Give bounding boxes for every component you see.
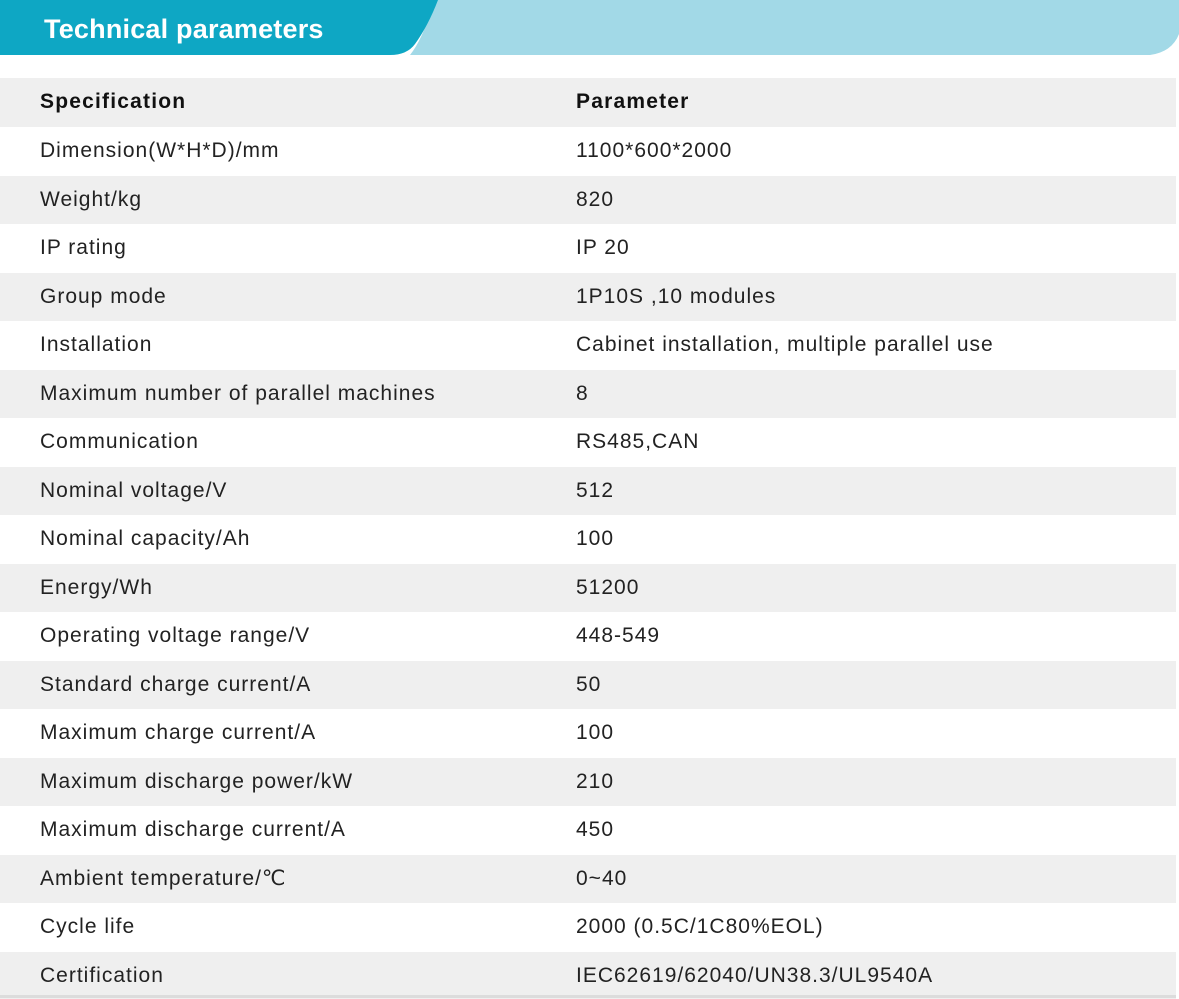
spec-name: Dimension(W*H*D)/mm <box>40 139 280 162</box>
header-parameter: Parameter <box>576 90 690 113</box>
spec-name: IP rating <box>40 236 127 259</box>
table-row <box>0 321 1176 370</box>
spec-name: Maximum discharge power/kW <box>40 769 354 793</box>
table-row <box>0 612 1176 661</box>
spec-value: IP 20 <box>576 236 630 259</box>
spec-name: Maximum number of parallel machines <box>40 381 436 405</box>
table-row <box>0 564 1176 613</box>
spec-name: Installation <box>40 333 153 356</box>
table-bottom-rule <box>0 995 1176 998</box>
section-title: Technical parameters <box>44 14 324 44</box>
spec-value: 512 <box>576 478 615 502</box>
table-row <box>0 855 1176 904</box>
spec-value: 450 <box>576 818 615 841</box>
spec-value: 8 <box>576 381 589 405</box>
spec-name: Cycle life <box>40 915 136 938</box>
spec-name: Energy/Wh <box>40 575 153 599</box>
table-row <box>0 176 1176 225</box>
spec-value: 2000 (0.5C/1C80%EOL) <box>576 915 824 938</box>
table-row <box>0 273 1176 322</box>
spec-value: IEC62619/62040/UN38.3/UL9540A <box>576 963 934 987</box>
spec-value: Cabinet installation, multiple parallel use <box>576 333 994 356</box>
table-row <box>0 903 1176 952</box>
spec-name: Maximum charge current/A <box>40 721 317 744</box>
spec-value: 448-549 <box>576 624 661 647</box>
spec-name: Operating voltage range/V <box>40 624 311 647</box>
table-header-row <box>0 78 1176 127</box>
spec-name: Group mode <box>40 284 167 308</box>
spec-value: 100 <box>576 527 615 550</box>
spec-name: Ambient temperature/℃ <box>40 866 287 890</box>
spec-table <box>0 78 1176 999</box>
table-row <box>0 515 1176 564</box>
spec-value: 1100*600*2000 <box>576 139 733 162</box>
spec-value: 50 <box>576 672 602 696</box>
spec-value: 1P10S ,10 modules <box>576 284 777 308</box>
spec-name: Certification <box>40 963 164 987</box>
header-specification: Specification <box>40 90 187 113</box>
table-row <box>0 806 1176 855</box>
table-row <box>0 418 1176 467</box>
table-row <box>0 467 1176 516</box>
table-row <box>0 370 1176 419</box>
spec-value: 210 <box>576 769 615 793</box>
spec-name: Weight/kg <box>40 187 142 211</box>
spec-value: 820 <box>576 187 615 211</box>
spec-name: Maximum discharge current/A <box>40 818 346 841</box>
table-row <box>0 127 1176 176</box>
table-row <box>0 661 1176 710</box>
table-row <box>0 709 1176 758</box>
spec-value: 51200 <box>576 575 640 599</box>
spec-name: Nominal capacity/Ah <box>40 527 251 550</box>
table-row <box>0 758 1176 807</box>
spec-name: Communication <box>40 430 199 453</box>
spec-value: 0~40 <box>576 866 628 890</box>
spec-value: RS485,CAN <box>576 430 700 453</box>
spec-name: Standard charge current/A <box>40 672 312 696</box>
section-banner <box>0 0 1179 57</box>
spec-name: Nominal voltage/V <box>40 478 228 502</box>
spec-value: 100 <box>576 721 615 744</box>
table-row <box>0 952 1176 999</box>
table-row <box>0 224 1176 273</box>
